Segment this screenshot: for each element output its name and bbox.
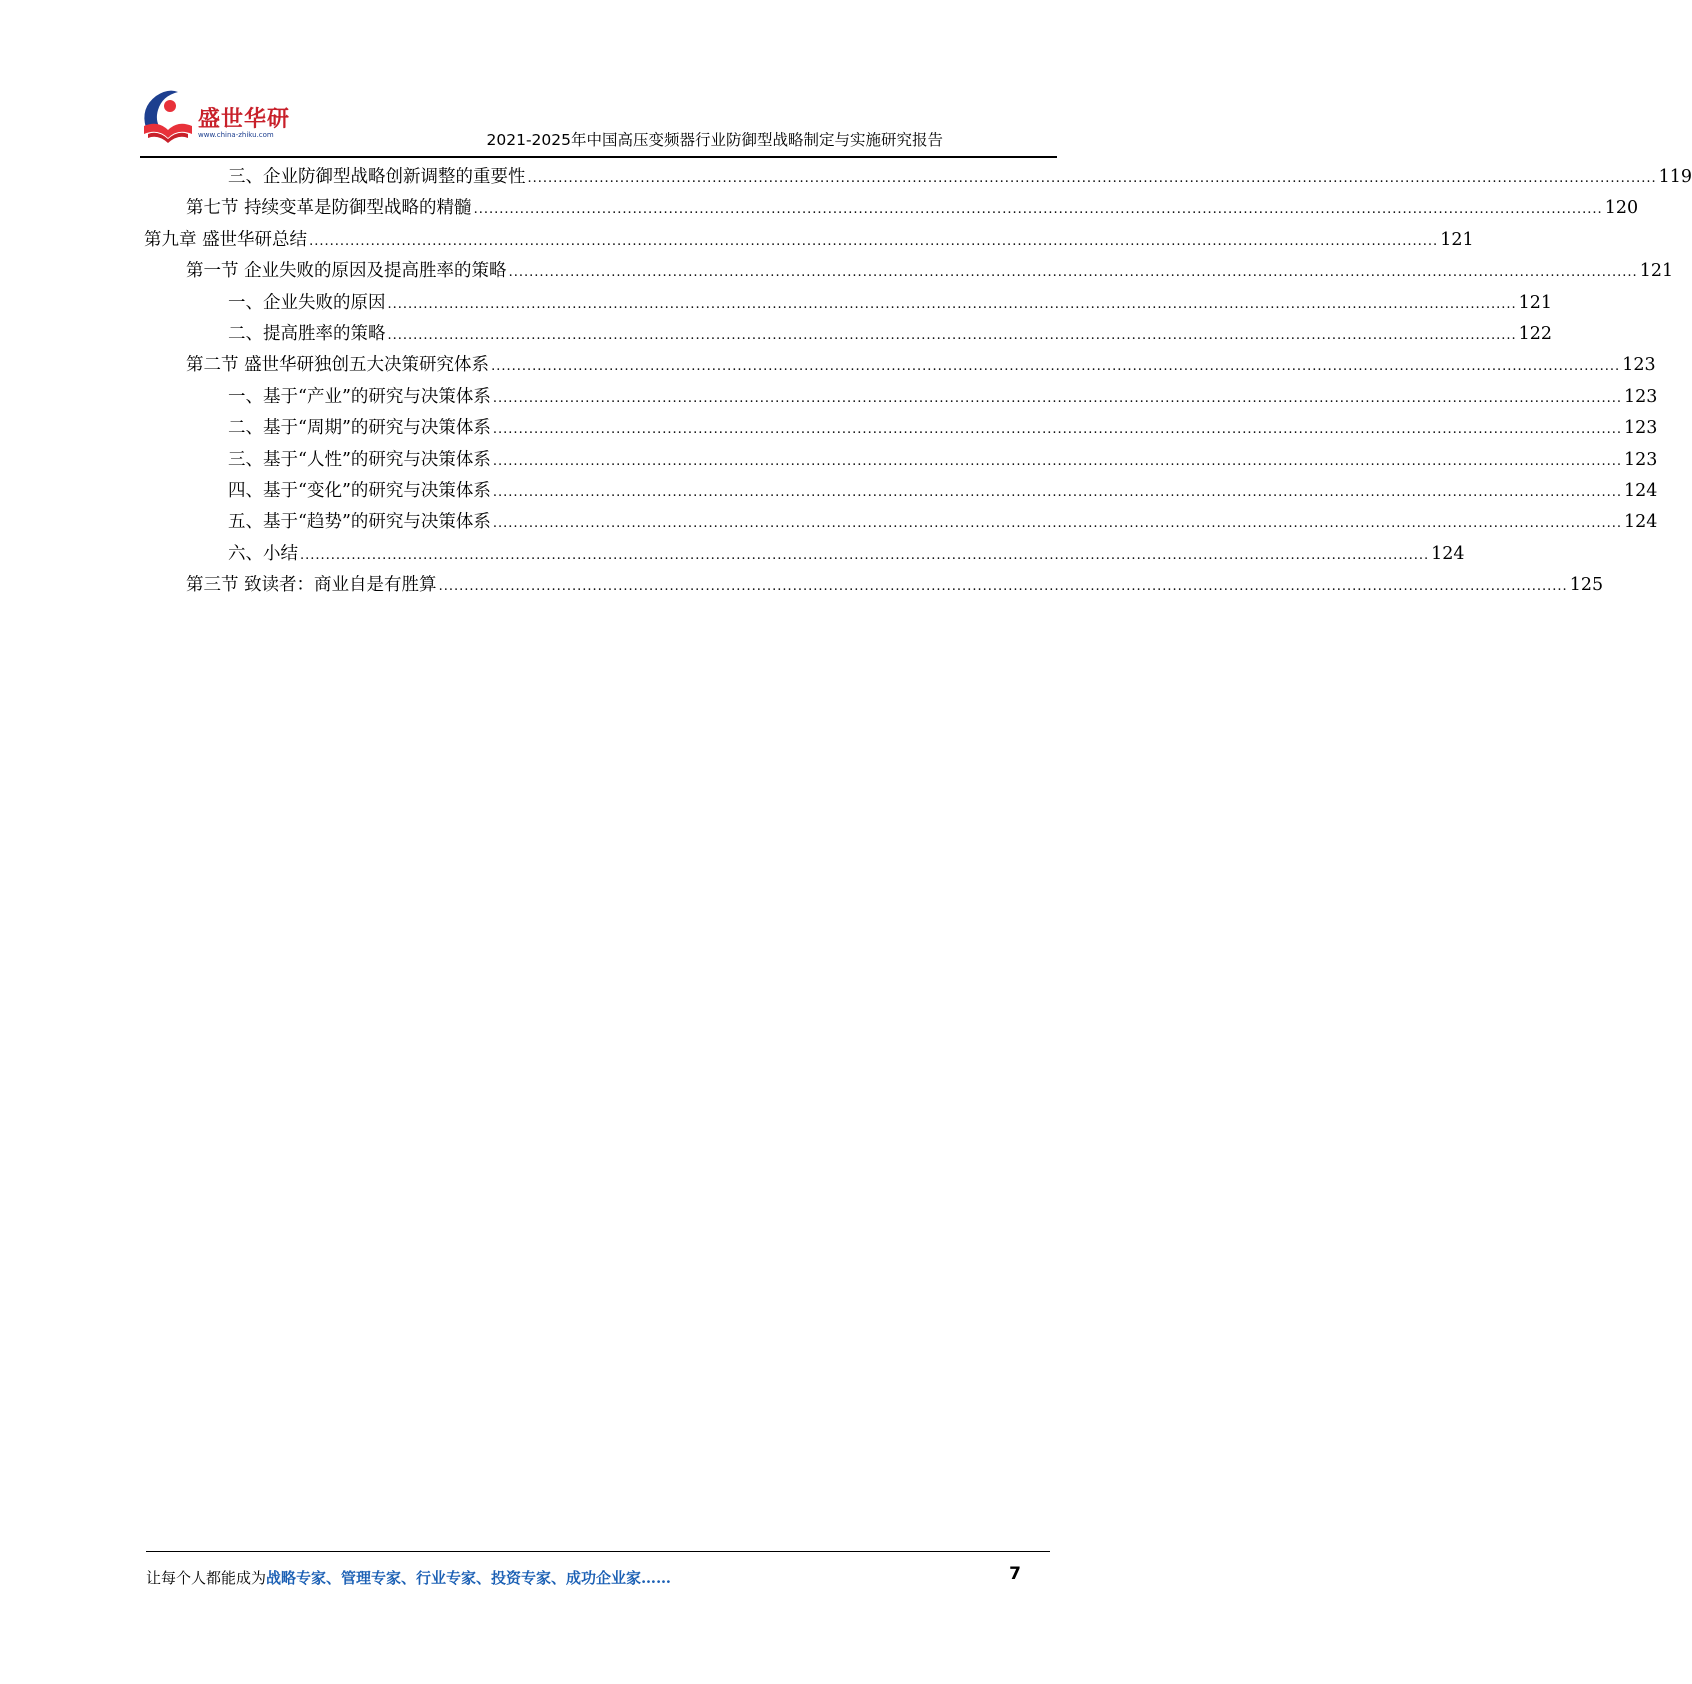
toc-entry-label: 第七节 持续变革是防御型战略的精髓 xyxy=(186,198,472,219)
toc-entry-page: 123 xyxy=(1622,355,1656,376)
book-logo-icon xyxy=(138,84,198,146)
slogan-highlight: 战略专家、管理专家、行业专家、投资专家、成功企业家…… xyxy=(266,1569,672,1587)
toc-entry-page: 121 xyxy=(1440,229,1474,250)
toc-entry[interactable] xyxy=(144,507,1658,538)
toc-dot-leader: ............................................................................................................................................................................................................................ xyxy=(473,202,1603,218)
toc-entry[interactable] xyxy=(144,162,1692,193)
report-title: 2021-2025年中国高压变频器行业防御型战略制定与实施研究报告 xyxy=(486,131,943,149)
toc-entry[interactable] xyxy=(144,476,1658,507)
toc-entry-page: 124 xyxy=(1431,543,1465,564)
toc-entry-label: 五、基于“趋势”的研究与决策体系 xyxy=(228,512,491,533)
toc-entry-label: 六、小结 xyxy=(228,543,298,564)
toc-entry-page: 121 xyxy=(1639,261,1674,282)
toc-dot-leader: ............................................................................................................................................................................................................................ xyxy=(387,296,1517,312)
toc-entry-page: 125 xyxy=(1569,575,1604,596)
toc-dot-leader: ............................................................................................................................................................................................................................ xyxy=(387,327,1517,343)
toc-entry-page: 124 xyxy=(1624,512,1658,533)
toc-entry-page: 120 xyxy=(1604,198,1639,219)
page-number: 7 xyxy=(1009,1564,1021,1584)
toc-entry[interactable] xyxy=(144,539,1465,570)
toc-entry[interactable] xyxy=(144,193,1639,224)
toc-dot-leader: ............................................................................................................................................................................................................................ xyxy=(300,547,1430,563)
toc-entry-label: 第九章 盛世华研总结 xyxy=(144,229,308,250)
toc-entry[interactable] xyxy=(144,413,1658,444)
table-of-contents xyxy=(144,162,1692,601)
toc-entry-label: 二、提高胜率的策略 xyxy=(228,323,386,344)
toc-entry[interactable] xyxy=(144,445,1658,476)
toc-entry-page: 123 xyxy=(1624,386,1658,407)
header-divider xyxy=(140,156,1057,158)
toc-entry[interactable] xyxy=(144,319,1553,350)
toc-dot-leader: ............................................................................................................................................................................................................................ xyxy=(492,516,1623,532)
logo-url: www.china-zhiku.com xyxy=(198,131,274,139)
toc-entry-page: 123 xyxy=(1624,449,1658,470)
toc-dot-leader: ............................................................................................................................................................................................................................ xyxy=(438,579,1568,595)
toc-entry-page: 119 xyxy=(1658,167,1692,187)
toc-entry[interactable] xyxy=(144,256,1674,287)
toc-entry-label: 四、基于“变化”的研究与决策体系 xyxy=(228,480,491,501)
toc-dot-leader: ............................................................................................................................................................................................................................ xyxy=(492,390,1623,406)
toc-entry-label: 二、基于“周期”的研究与决策体系 xyxy=(228,418,491,439)
toc-entry-page: 122 xyxy=(1518,323,1553,344)
toc-dot-leader: ............................................................................................................................................................................................................................ xyxy=(527,171,1657,186)
company-logo xyxy=(138,84,308,148)
toc-entry-label: 一、基于“产业”的研究与决策体系 xyxy=(228,386,491,407)
slogan-prefix: 让每个人都能成为 xyxy=(146,1569,267,1587)
footer-divider xyxy=(146,1551,1050,1552)
toc-entry-label: 一、企业失败的原因 xyxy=(228,292,386,313)
footer-slogan xyxy=(146,1567,671,1588)
toc-entry-page: 123 xyxy=(1624,418,1658,439)
toc-entry-label: 三、企业防御型战略创新调整的重要性 xyxy=(228,167,526,187)
toc-dot-leader: ............................................................................................................................................................................................................................ xyxy=(508,265,1638,281)
toc-entry-label: 第二节 盛世华研独创五大决策研究体系 xyxy=(186,355,490,376)
toc-dot-leader: ............................................................................................................................................................................................................................ xyxy=(309,233,1439,249)
toc-dot-leader: ............................................................................................................................................................................................................................ xyxy=(492,422,1623,438)
toc-entry-label: 第三节 致读者：商业自是有胜算 xyxy=(186,575,437,596)
toc-entry-label: 第一节 企业失败的原因及提高胜率的策略 xyxy=(186,261,507,282)
toc-dot-leader: ............................................................................................................................................................................................................................ xyxy=(492,453,1623,469)
toc-entry[interactable] xyxy=(144,350,1656,381)
toc-entry-page: 121 xyxy=(1518,292,1553,313)
toc-entry[interactable] xyxy=(144,382,1658,413)
logo-text: 盛世华研 xyxy=(198,107,291,132)
toc-entry-label: 三、基于“人性”的研究与决策体系 xyxy=(228,449,491,470)
toc-dot-leader: ............................................................................................................................................................................................................................ xyxy=(492,484,1623,500)
toc-dot-leader: ............................................................................................................................................................................................................................ xyxy=(491,359,1621,375)
toc-entry[interactable] xyxy=(144,570,1604,601)
toc-entry[interactable] xyxy=(144,225,1474,256)
toc-entry[interactable] xyxy=(144,288,1553,319)
toc-entry-page: 124 xyxy=(1624,480,1658,501)
